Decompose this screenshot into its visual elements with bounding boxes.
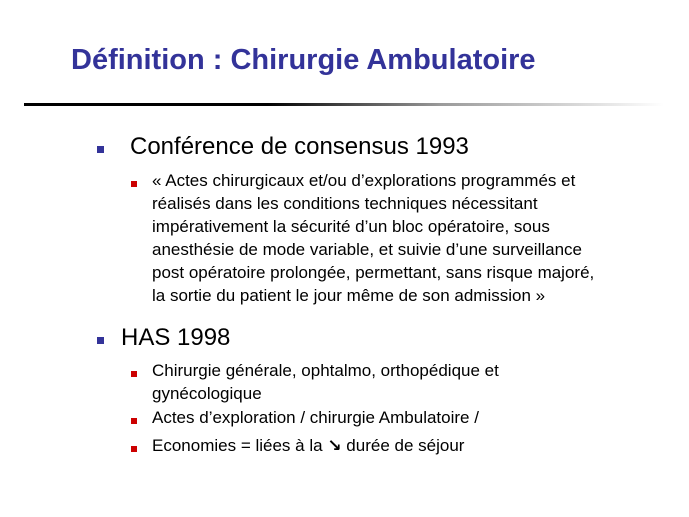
title-divider [24, 103, 664, 106]
slide-title: Définition : Chirurgie Ambulatoire [71, 44, 536, 76]
square-bullet-icon [131, 446, 137, 452]
square-bullet-icon [131, 371, 137, 377]
list-item-exploration: Actes d’exploration / chirurgie Ambulatoire / [152, 408, 479, 427]
square-bullet-icon [131, 418, 137, 424]
list-item-definition-line-6: la sortie du patient le jour même de son admission » [152, 286, 546, 305]
list-item-definition-line-1: « Actes chirurgicaux et/ou d’explorations programmés et [152, 171, 576, 190]
list-item-definition-line-3: impérativement la sécurité d’un bloc opératoire, sous [152, 217, 550, 236]
list-item-definition-line-5: post opératoire prolongée, permettant, sans risque majoré, [152, 263, 595, 282]
arrow-down-right-icon: ↘ [327, 436, 342, 456]
square-bullet-icon [97, 146, 104, 153]
list-item-economies [152, 434, 464, 458]
list-item-definition-line-2: réalisés dans les conditions techniques nécessitant [152, 194, 538, 213]
square-bullet-icon [131, 181, 137, 187]
section-heading-consensus: Conférence de consensus 1993 [130, 133, 469, 160]
list-item-definition-line-4: anesthésie de mode variable, et suivie d’une surveillance [152, 240, 582, 259]
square-bullet-icon [97, 337, 104, 344]
economies-text-before: Economies = liées à la [152, 436, 323, 455]
list-item-surgery-line-2: gynécologique [152, 384, 262, 403]
economies-text-after: durée de séjour [346, 436, 465, 455]
section-heading-has: HAS 1998 [121, 324, 231, 351]
list-item-surgery-line-1: Chirurgie générale, ophtalmo, orthopédique et [152, 361, 499, 380]
